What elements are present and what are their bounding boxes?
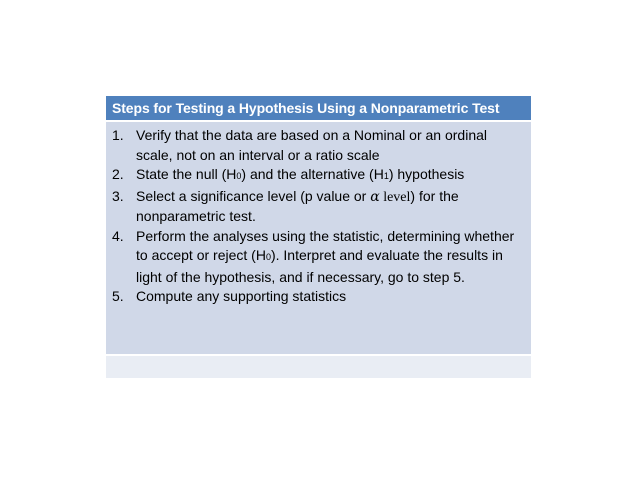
list-item	[112, 187, 525, 227]
step-number: 2.	[112, 166, 124, 182]
subscript: 1	[383, 171, 389, 181]
step-number: 3.	[112, 187, 124, 204]
table-header-row	[106, 96, 531, 122]
subscript: 0	[265, 252, 271, 262]
steps-table	[106, 96, 531, 378]
step-text	[136, 227, 525, 288]
list-item	[112, 165, 525, 187]
list-item	[112, 227, 525, 288]
step-number: 4.	[112, 227, 124, 244]
step-number: 1.	[112, 127, 124, 143]
step-text-part: ) for the nonparametric test.	[136, 187, 459, 224]
table-header: Steps for Testing a Hypothesis Using a Nonparametric Test	[112, 100, 500, 116]
step-text-part: ). Interpret and evaluate the results in light of the hypothesis, and if necessary, go to step 5.	[136, 247, 503, 285]
step-text	[136, 165, 525, 187]
step-text-part: Perform the analyses using the statistic, determining whether to accept or reject (H	[136, 227, 515, 263]
list-item	[112, 287, 525, 307]
step-text: Compute any supporting statistics	[136, 288, 347, 304]
step-number: 5.	[112, 288, 124, 304]
table-body-row	[106, 122, 531, 356]
table-empty-row	[106, 356, 531, 378]
list-item	[112, 126, 525, 165]
step-text-part: State the null (H	[136, 166, 237, 182]
step-text-part: ) hypothesis	[388, 166, 465, 182]
alpha-symbol: α	[370, 188, 380, 205]
step-text-part: ) and the alternative (H	[241, 166, 384, 182]
steps-list	[112, 126, 525, 307]
step-text: Verify that the data are based on a Nominal or an ordinal scale, not on an interval or a ratio scale	[136, 127, 487, 163]
level-word: level	[379, 189, 411, 205]
subscript: 0	[236, 171, 242, 181]
step-text	[136, 187, 525, 227]
step-text-part: Select a significance level (p value or	[136, 187, 371, 204]
